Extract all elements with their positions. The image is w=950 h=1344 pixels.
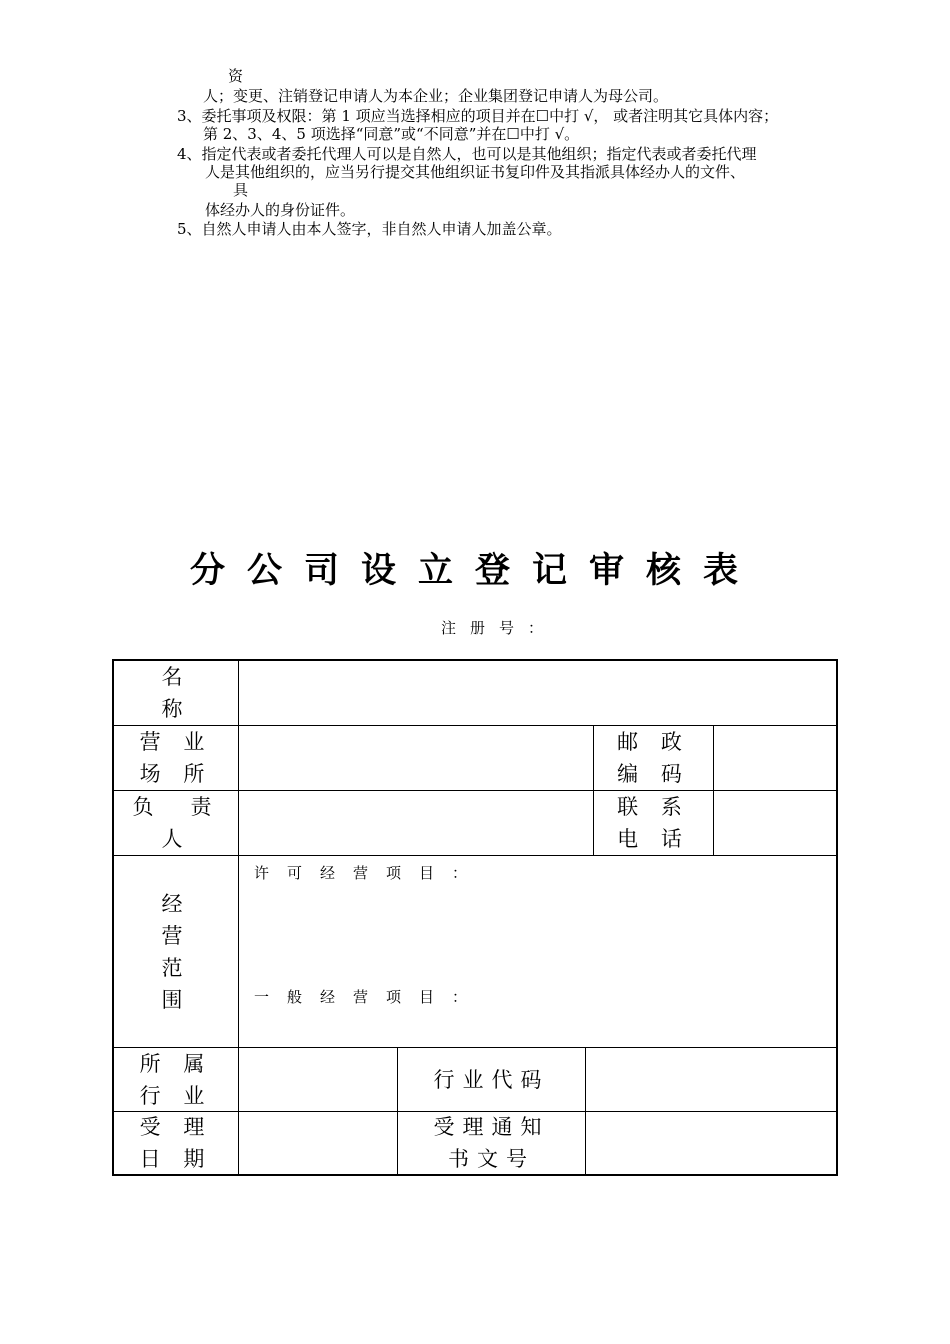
business-scope-field[interactable] <box>239 856 836 1048</box>
phone-label <box>594 791 714 856</box>
premises-label-line: 营 业 <box>139 730 213 754</box>
postcode-label-line: 编 码 <box>617 762 690 786</box>
page-title: 分公司设立登记审核表 <box>189 551 760 591</box>
review-form-table <box>112 659 838 1176</box>
notice-number-label-line: 书文号 <box>448 1147 535 1171</box>
name-label <box>114 661 239 726</box>
notice-number-label-line: 受理通知 <box>433 1115 550 1139</box>
accept-date-label-line: 日 期 <box>139 1147 213 1171</box>
name-label-line: 称 <box>161 697 191 721</box>
scope-label-char: 围 <box>161 987 191 1012</box>
registration-number-label: 注册号： <box>441 619 558 637</box>
business-scope-label <box>114 856 239 1048</box>
industry-code-label-text: 行业代码 <box>433 1067 550 1092</box>
phone-label-line: 电 话 <box>617 827 690 851</box>
premises-label <box>114 726 239 791</box>
general-items-label: 一般经营项目： <box>254 988 486 1006</box>
phone-field[interactable] <box>714 791 836 856</box>
industry-label-line: 行 业 <box>139 1083 213 1108</box>
accept-date-label <box>114 1112 239 1174</box>
note-item-3: 3、委托事项及权限：第 1 项应当选择相应的项目并在☐中打 √， 或者注明其它具体内容； <box>177 107 779 125</box>
accept-date-label-line: 受 理 <box>139 1115 213 1139</box>
principal-label <box>114 791 239 856</box>
principal-label-line: 人 <box>161 827 191 851</box>
note-line: 资 <box>228 67 244 85</box>
industry-code-field[interactable] <box>586 1048 836 1112</box>
principal-label-line: 负 责 <box>132 795 220 819</box>
industry-field[interactable] <box>239 1048 398 1112</box>
scope-label-char: 范 <box>161 955 191 980</box>
accept-date-field[interactable] <box>239 1112 398 1174</box>
notice-number-label <box>398 1112 586 1174</box>
premises-label-line: 场 所 <box>139 762 213 786</box>
note-line: 人；变更、注销登记申请人为本企业；企业集团登记申请人为母公司。 <box>203 87 669 105</box>
note-item-5: 5、自然人申请人由本人签字，非自然人申请人加盖公章。 <box>177 220 562 238</box>
industry-code-label <box>398 1048 586 1112</box>
phone-label-line: 联 系 <box>617 795 690 819</box>
note-item-4-cont: 体经办人的身份证件。 <box>205 201 356 219</box>
licensed-items-label: 许可经营项目： <box>254 864 486 882</box>
postcode-field[interactable] <box>714 726 836 791</box>
premises-field[interactable] <box>239 726 594 791</box>
scope-label-char: 营 <box>161 923 191 948</box>
scope-label-char: 经 <box>161 891 191 916</box>
note-item-4: 4、指定代表或者委托代理人可以是自然人，也可以是其他组织；指定代表或者委托代理 <box>177 145 757 163</box>
industry-label-line: 所 属 <box>139 1051 213 1076</box>
postcode-label-line: 邮 政 <box>617 730 690 754</box>
principal-field[interactable] <box>239 791 594 856</box>
note-item-3-cont: 第 2、3、4、5 项选择“同意”或“不同意”并在☐中打 √。 <box>203 125 580 143</box>
name-label-line: 名 <box>161 665 191 689</box>
note-item-4-cont: 人是其他组织的，应当另行提交其他组织证书复印件及其指派具体经办人的文件、 <box>205 163 746 181</box>
postcode-label <box>594 726 714 791</box>
name-field[interactable] <box>239 661 836 726</box>
note-item-4-cont: 具 <box>233 181 249 199</box>
notice-number-field[interactable] <box>586 1112 836 1174</box>
industry-label <box>114 1048 239 1112</box>
